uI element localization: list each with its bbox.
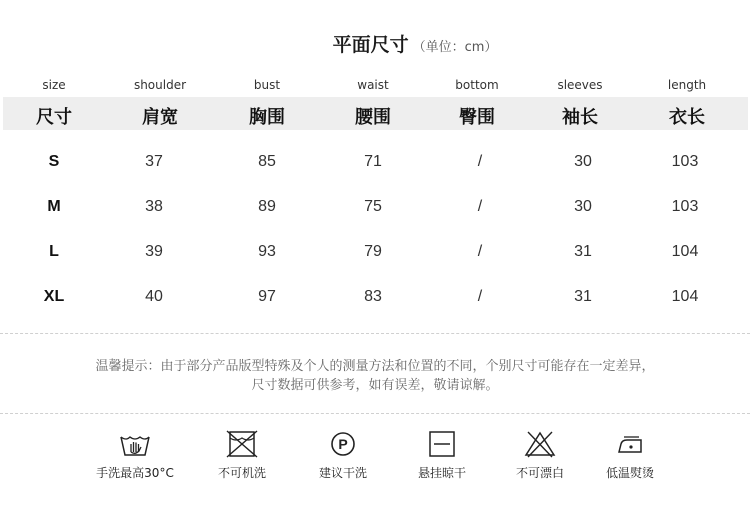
divider bbox=[0, 413, 750, 414]
title-main: 平面尺寸 bbox=[332, 34, 409, 56]
waist-cell: 71 bbox=[364, 153, 382, 170]
no-machine-wash-icon bbox=[225, 430, 259, 458]
notice-line-2: 尺寸数据可供参考，如有误差，敬请谅解。 bbox=[251, 378, 499, 393]
header-en-sleeves: sleeves bbox=[557, 78, 603, 92]
table-row bbox=[0, 198, 750, 220]
care-label: 悬挂晾干 bbox=[417, 466, 466, 480]
shoulder-cell: 40 bbox=[145, 288, 163, 305]
page-title bbox=[0, 30, 750, 57]
table-row bbox=[0, 288, 750, 310]
care-item-dry-clean bbox=[293, 430, 393, 481]
header-zh-waist: 腰围 bbox=[355, 107, 391, 128]
size-cell: M bbox=[47, 198, 61, 215]
care-label: 低温熨烫 bbox=[605, 466, 654, 480]
header-row-en bbox=[0, 78, 750, 94]
shoulder-cell: 37 bbox=[145, 153, 163, 170]
length-cell: 103 bbox=[671, 153, 699, 170]
title-unit: （单位：cm） bbox=[412, 40, 498, 55]
low-iron-icon bbox=[613, 430, 647, 458]
table-row bbox=[0, 243, 750, 265]
header-zh-size: 尺寸 bbox=[36, 107, 72, 128]
hang-dry-icon bbox=[425, 430, 459, 458]
waist-cell: 79 bbox=[364, 243, 382, 260]
header-en-size: size bbox=[42, 78, 66, 92]
dry-clean-p-icon bbox=[326, 430, 360, 458]
header-zh-length: 衣长 bbox=[669, 107, 705, 128]
header-en-length: length bbox=[667, 78, 707, 92]
sleeves-cell: 31 bbox=[574, 243, 592, 260]
header-row-zh bbox=[0, 103, 750, 128]
bottom-cell: / bbox=[477, 243, 483, 260]
header-zh-shoulder: 肩宽 bbox=[142, 107, 178, 128]
hand-wash-icon bbox=[118, 430, 152, 458]
care-label: 手洗最高30°C bbox=[96, 466, 174, 480]
length-cell: 104 bbox=[671, 288, 699, 305]
header-en-bust: bust bbox=[253, 78, 281, 92]
bottom-cell: / bbox=[477, 153, 483, 170]
bust-cell: 85 bbox=[258, 153, 276, 170]
divider bbox=[0, 333, 750, 334]
header-en-shoulder: shoulder bbox=[133, 78, 187, 92]
waist-cell: 75 bbox=[364, 198, 382, 215]
sleeves-cell: 30 bbox=[574, 153, 592, 170]
header-en-bottom: bottom bbox=[455, 78, 499, 92]
care-label: 不可漂白 bbox=[515, 466, 564, 480]
bust-cell: 93 bbox=[258, 243, 276, 260]
size-cell: L bbox=[49, 243, 59, 260]
shoulder-cell: 38 bbox=[145, 198, 163, 215]
care-label: 建议干洗 bbox=[318, 466, 367, 480]
shoulder-cell: 39 bbox=[145, 243, 163, 260]
care-item-hand-wash bbox=[85, 430, 185, 481]
table-row bbox=[0, 153, 750, 175]
bottom-cell: / bbox=[477, 288, 483, 305]
sleeves-cell: 31 bbox=[574, 288, 592, 305]
bust-cell: 97 bbox=[258, 288, 276, 305]
care-item-no-machine-wash bbox=[192, 430, 292, 481]
bust-cell: 89 bbox=[258, 198, 276, 215]
length-cell: 104 bbox=[671, 243, 699, 260]
header-zh-bust: 胸围 bbox=[249, 107, 285, 128]
bottom-cell: / bbox=[477, 198, 483, 215]
sleeves-cell: 30 bbox=[574, 198, 592, 215]
size-cell: S bbox=[48, 153, 60, 170]
care-label: 不可机洗 bbox=[217, 466, 266, 480]
length-cell: 103 bbox=[671, 198, 699, 215]
care-item-hang-dry bbox=[392, 430, 492, 481]
no-bleach-icon bbox=[523, 430, 557, 458]
notice-line-1: 温馨提示：由于部分产品版型特殊及个人的测量方法和位置的不同，个别尺寸可能存在一定差异， bbox=[95, 359, 655, 374]
header-zh-sleeves: 袖长 bbox=[562, 107, 598, 128]
header-zh-bottom: 臀围 bbox=[459, 107, 495, 128]
care-item-no-bleach bbox=[490, 430, 590, 481]
svg-text:P: P bbox=[338, 436, 348, 452]
size-cell: XL bbox=[43, 288, 65, 305]
header-en-waist: waist bbox=[357, 78, 389, 92]
care-item-low-iron bbox=[580, 430, 680, 481]
waist-cell: 83 bbox=[364, 288, 382, 305]
